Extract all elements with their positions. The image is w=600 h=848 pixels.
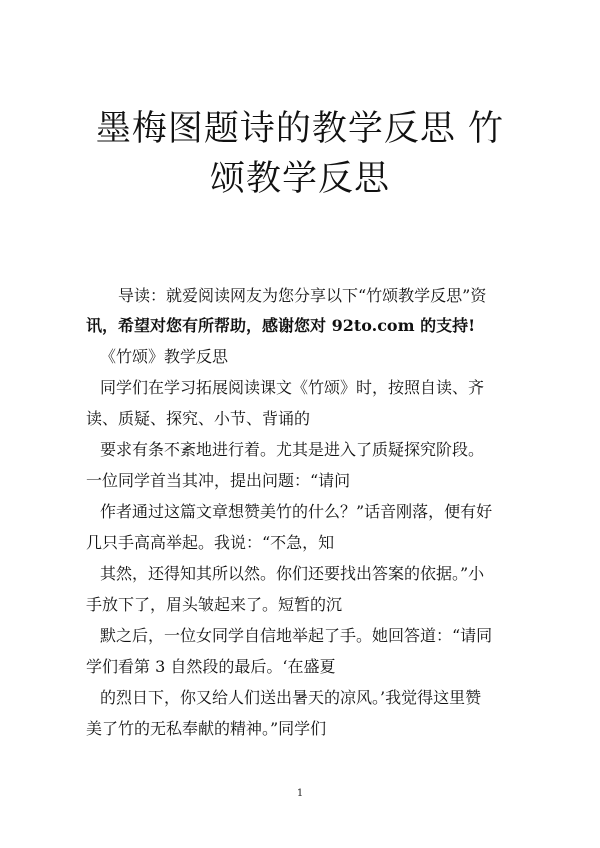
body-line: 学们看第 3 自然段的最后。‘在盛夏 [86,657,336,676]
body-line: 要求有条不紊地进行着。尤其是进入了质疑探究阶段。 [100,440,485,459]
body-line: 导读：就爱阅读网友为您分享以下“竹颂教学反思”资 [118,286,487,305]
body-line: 美了竹的无私奉献的精神。”同学们 [86,719,327,738]
body-line: 默之后，一位女同学自信地举起了手。她回答道：“请同 [100,626,493,645]
body-line: 作者通过这篇文章想赞美竹的什么？”话音刚落，便有好 [100,502,493,521]
section-heading: 《竹颂》教学反思 [100,347,229,366]
document-title-line-1: 墨梅图题诗的教学反思 竹 [95,109,505,149]
body-line: 一位同学首当其冲，提出问题：“请问 [86,471,351,490]
document-title-line-2: 颂教学反思 [209,159,390,199]
body-line: 读、质疑、探究、小节、背诵的 [86,409,311,428]
body-line: 几只手高高举起。我说：“不急，知 [86,533,335,552]
body-line: 讯，希望对您有所帮助，感谢您对 92to.com 的支持! [86,316,476,335]
body-line: 同学们在学习拓展阅读课文《竹颂》时，按照自读、齐 [100,378,485,397]
body-line: 的烈日下，你又给人们送出暑天的凉风。’我觉得这里赞 [100,688,482,707]
body-line: 其然，还得知其所以然。你们还要找出答案的依据。”小 [100,564,485,583]
page-number: 1 [296,788,304,799]
body-line: 手放下了，眉头皱起来了。短暂的沉 [86,595,343,614]
